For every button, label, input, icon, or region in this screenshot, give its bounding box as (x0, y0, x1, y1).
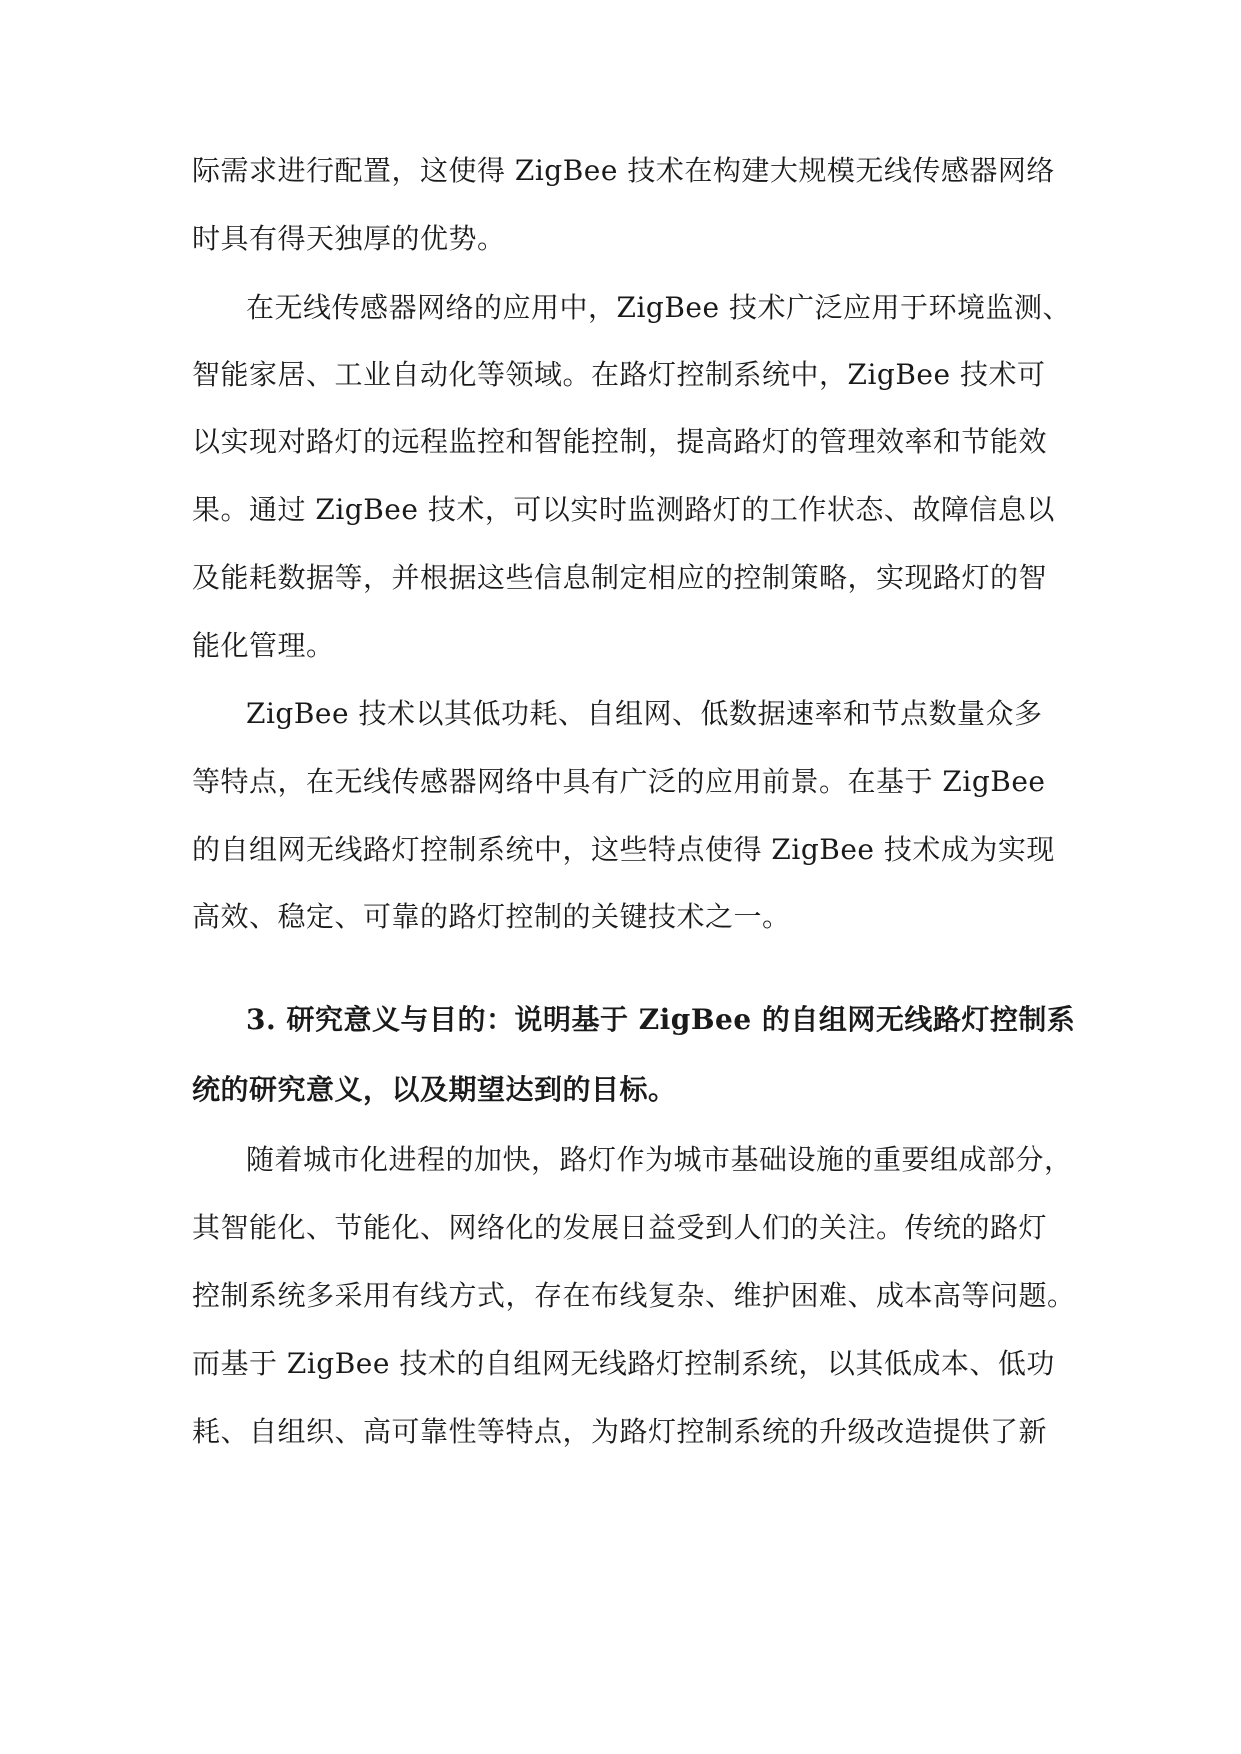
heading-line: 3. 研究意义与目的：说明基于 ZigBee 的自组网无线路灯控制系 (246, 1003, 1076, 1036)
text-line: 时具有得天独厚的优势。 (192, 222, 506, 255)
text-line: 在无线传感器网络的应用中，ZigBee 技术广泛应用于环境监测、 (246, 291, 1071, 324)
text-line: ZigBee 技术以其低功耗、自组网、低数据速率和节点数量众多 (246, 697, 1043, 730)
text-line: 以实现对路灯的远程监控和智能控制，提高路灯的管理效率和节能效 (192, 425, 1048, 458)
text-line: 智能家居、工业自动化等领域。在路灯控制系统中，ZigBee 技术可 (192, 358, 1046, 391)
heading-line: 统的研究意义，以及期望达到的目标。 (192, 1073, 677, 1106)
text-line: 高效、稳定、可靠的路灯控制的关键技术之一。 (192, 900, 791, 933)
text-line: 控制系统多采用有线方式，存在布线复杂、维护困难、成本高等问题。 (192, 1279, 1076, 1312)
text-line: 随着城市化进程的加快，路灯作为城市基础设施的重要组成部分， (246, 1143, 1073, 1176)
text-line: 际需求进行配置，这使得 ZigBee 技术在构建大规模无线传感器网络 (192, 154, 1055, 187)
text-line: 其智能化、节能化、网络化的发展日益受到人们的关注。传统的路灯 (192, 1211, 1048, 1244)
text-line: 及能耗数据等，并根据这些信息制定相应的控制策略，实现路灯的智 (192, 561, 1048, 594)
text-line: 的自组网无线路灯控制系统中，这些特点使得 ZigBee 技术成为实现 (192, 833, 1055, 866)
text-line: 而基于 ZigBee 技术的自组网无线路灯控制系统，以其低成本、低功 (192, 1347, 1055, 1380)
text-line: 耗、自组织、高可靠性等特点，为路灯控制系统的升级改造提供了新 (192, 1415, 1048, 1448)
text-line: 果。通过 ZigBee 技术，可以实时监测路灯的工作状态、故障信息以 (192, 493, 1055, 526)
text-line: 能化管理。 (192, 629, 335, 662)
text-line: 等特点，在无线传感器网络中具有广泛的应用前景。在基于 ZigBee (192, 765, 1046, 798)
